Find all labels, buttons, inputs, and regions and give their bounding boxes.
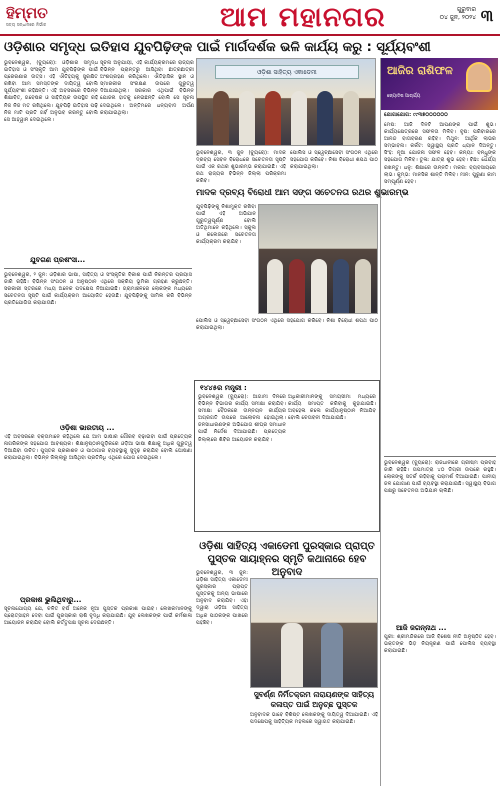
left-story-3: ସୂଚନାଯୋଗ୍ୟ ଯେ, ଚଳିତ ବର୍ଷ ଅନେକ ନୂଆ ପୁସ୍ତକ ପ୍ରକାଶ ପାଇବ। ଲେଖକମାନଙ୍କୁ ପ୍ରୋତ୍ସାହନ ଦେବା ପାଇଁ ପୁରସ୍କାର ରାଶି ବୃଦ୍ଧି କରାଯାଇଛି। ଯୁବ ଲେଖକଙ୍କ ପାଇଁ କର୍ମଶାଳା ଆୟୋଜନ କରାଯିବ ବୋଲି କର୍ତ୍ତୃପକ୍ଷ ସୂଚନା ଦେଇଛନ୍ତି। xyxy=(4,606,192,627)
horoscope-text: ମେଷ: ଆଜି ଦିନଟି ଆପଣଙ୍କ ପାଇଁ ଶୁଭ। କାର୍ଯ୍ୟକ୍ଷେତ୍ରରେ ସଫଳତା ମିଳିବ। ବୃଷ: ପରିବାରରେ ଆନନ୍ଦ ବାତାବରଣ ରହିବ। ମିଥୁନ: ଆର୍ଥିକ ଲାଭର ସମ୍ଭାବନା। କର୍କଟ: ସ୍ୱାସ୍ଥ୍ୟ ପ୍ରତି ଧ୍ୟାନ ଦିଅନ୍ତୁ। ସିଂହ: ନୂଆ ଯୋଜନା ସଫଳ ହେବ। କନ୍ୟା: ବନ୍ଧୁଙ୍କ ସହଯୋଗ ମିଳିବ। ତୁଳା: ଯାତ୍ରା ଶୁଭ ହେବ। ବିଛା: ଧୈର୍ଯ୍ୟ ରଖନ୍ତୁ। ଧନୁ: ଶିକ୍ଷାରେ ଉନ୍ନତି। ମକର: ବ୍ୟବସାୟରେ ଲାଭ। କୁମ୍ଭ: ମାନସିକ ଶାନ୍ତି ମିଳିବ। ମୀନ: ପୁରୁଣା କାମ ସମ୍ପୂର୍ଣ୍ଣ ହେବ। xyxy=(384,122,496,185)
person-figure xyxy=(343,91,359,145)
left-subhead-1: ଓଡ଼ିଶା ଭାରତୀୟ ... xyxy=(60,424,115,432)
lead-column-2: ସୂଚନା ଅନୁଯାୟୀ, ଏହି କାର୍ଯ୍ୟକ୍ରମରେ ରାଜ୍ୟର ବିଭିନ୍ନ ପ୍ରାନ୍ତରୁ ଆସିଥିବା ଛାତ୍ରଛାତ୍ରୀ ଅଂଶଗ୍ରହଣ କରିଥିଲେ। ଐତିହାସିକ ସ୍ଥାନ ଓ ସ୍ମାରକୀର ସଂରକ୍ଷଣ ଉପରେ ଗୁରୁତ୍ୱ ଦିଆଯାଇଥିଲା। ସରକାର ଏଥିପାଇଁ ବିଭିନ୍ନ ଯୋଜନା ହାତକୁ ନେଇଛନ୍ତି ବୋଲି ସେ ସୂଚନା ଦେଇଥିଲେ। ଅନ୍ତିମରେ ଧନ୍ୟବାଦ ଅର୍ପଣ କରାଯାଇଥିଲା। xyxy=(100,60,194,116)
middle-headline[interactable]: ମାଦକ ଦ୍ରବ୍ୟ ବିରୋଧୀ ଆମ ସଙ୍ଗ ସଚେତନତା ରଥର ଶୁଭାରମ୍ଭ xyxy=(196,188,409,198)
left-subhead-2: ପ୍ରକାଶ ଭୁଲିଥିବାରୁ... xyxy=(20,596,82,604)
dateline xyxy=(420,6,476,22)
divider xyxy=(4,268,192,269)
masthead xyxy=(0,0,500,36)
logo-text: ହିମ୍ମତ xyxy=(6,4,48,22)
bottom-story-col-1: ଭୁବନେଶ୍ୱର, ୩ ଜୁନ: ଓଡ଼ିଶା ସାହିତ୍ୟ ଏକାଡେମୀ ପୁରସ୍କାର ପ୍ରାପ୍ତ ପୁସ୍ତକକୁ ଅନ୍ୟ ଭାଷାରେ ଅନୁବାଦ କରାଯିବ। ଏହା ଦ୍ୱାରା ଓଡ଼ିଆ ସାହିତ୍ୟ ଅଧିକ ପାଠକଙ୍କ ପାଖରେ ପହଞ୍ଚିବ। xyxy=(196,570,248,626)
sidebar-subhead: ଆଜି ଜଗନ୍ନାଥ ... xyxy=(396,624,447,632)
person-figure xyxy=(291,91,307,145)
page-number: ୩ xyxy=(480,6,494,25)
lead-headline[interactable]: ଓଡ଼ିଶାର ସମୃଦ୍ଧ ଇତିହାସ ଯୁବପିଢ଼ିଙ୍କ ପାଇଁ ମାର୍ଗଦର୍ଶକ ଭଳି କାର୍ଯ୍ୟ କରୁ : ସୂର୍ଯ୍ୟବଂଶୀ xyxy=(4,40,431,55)
astrologer-photo-icon xyxy=(466,62,492,92)
item-body-col-1: ଭୁବନେଶ୍ୱର (ବ୍ୟୁରୋ): ଆଗାମୀ ଦିନରେ ବିଭିନ୍ନ ବିଭାଗର କାର୍ଯ୍ୟ ସମୀକ୍ଷା କରାଯିବ। ସମୀକ୍ଷା ବୈଠକରେ ଉନ୍ନୟନ କାର୍ଯ୍ୟର ଅଗ୍ରଗତି ଉପରେ ଆଲୋଚନା ହୋଇଥିଲା। ଜନସାଧାରଣଙ୍କ ଅଭିଯୋଗ ଶୀଘ୍ର ସମାଧାନ ପାଇଁ ନିର୍ଦ୍ଦେଶ ଦିଆଯାଇଛି। ପ୍ରତ୍ୟେକ ଜିଲ୍ଲାରେ ଶିବିର ଆୟୋଜନ କରାଯିବ। xyxy=(198,394,286,443)
middle-story-lower: ପୋଲିସ ଓ ସ୍ୱେଚ୍ଛାସେବୀ ସଂଗଠନ ଏଥିରେ ସହଯୋଗ କରିବେ। ନିଶା ବିରୋଧୀ ଶପଥ ପାଠ କରାଯାଇଥିଲା। xyxy=(196,318,378,332)
lead-caption-col-2: ପୋଲିସ ଓ ସ୍ୱେଚ୍ଛାସେବୀ ସଂଗଠନ ଏଥିରେ ସହଯୋଗ କରିବେ। ନିଶା ବିରୋଧୀ ଶପଥ ପାଠ କରାଯାଇଥିଲା। xyxy=(290,150,378,171)
logo-tagline: ସତ୍ୟ ସନ୍ଧାନରେ ନିର୍ଭୀକ xyxy=(6,22,47,27)
person-figure xyxy=(321,623,343,687)
photo-banner: ଓଡ଼ିଶା ସାହିତ୍ୟ ଏକାଡେମୀ xyxy=(215,65,359,79)
person-figure xyxy=(317,91,333,145)
middle-photo[interactable] xyxy=(258,204,378,314)
left-story-2: ଏହି ଅବସରରେ ବକ୍ତାମାନେ କହିଥିଲେ ଯେ ଆମ ଭାଷାର ଗୌରବ ବଢ଼ାଇବା ପାଇଁ ପ୍ରତ୍ୟେକ ନାଗରିକଙ୍କ ସହଯୋଗ ଆବଶ୍ୟକ। ଶିକ୍ଷାନୁଷ୍ଠାନଗୁଡ଼ିକରେ ଓଡ଼ିଆ ଭାଷା ଶିକ୍ଷାକୁ ଅଧିକ ଗୁରୁତ୍ୱ ଦିଆଯିବା ଉଚିତ। ପୁସ୍ତକ ପ୍ରକାଶନ ଓ ପାଠାଗାର ବ୍ୟବସ୍ଥାକୁ ସୁଦୃଢ଼ କରାଯିବ ବୋଲି ଘୋଷଣା କରାଯାଇଥିଲା। ବିଭିନ୍ନ ଜିଲ୍ଲାରୁ ଆସିଥିବା ପ୍ରତିନିଧି ଏଥିରେ ଯୋଗ ଦେଇଥିଲେ। xyxy=(4,434,192,462)
issue-date: ୦୪ ଜୁନ, ୨୦୨୪ xyxy=(439,14,476,21)
person-figure xyxy=(333,259,349,313)
person-figure xyxy=(267,259,283,313)
astrologer-contact: ଯୋଗାଯୋଗ: ୯୯୩୭୦୦୦୦୦୦ xyxy=(384,112,448,118)
middle-story-col: ଯୁବପିଢ଼ିଙ୍କୁ ନିଶାମୁକ୍ତ ରଖିବା ପାଇଁ ଏହି ଅଭିଯାନ ଗୁରୁତ୍ୱପୂର୍ଣ୍ଣ ବୋଲି ଅତିଥିମାନେ କହିଥିଲେ। ସ୍କୁଲ ଓ କଲେଜରେ ସଚେତନତା କାର୍ଯ୍ୟକ୍ରମ କରାଯିବ। xyxy=(196,204,256,246)
item-head: ୧୪୪୫ର ମନ୍ତ୍ରୀ : xyxy=(200,384,247,392)
sidebar-story-2: ପୁରୀ: ଶ୍ରୀମନ୍ଦିରରେ ଆଜି ବିଶେଷ ନୀତି ଅନୁଷ୍ଠିତ ହେବ। ଭକ୍ତଙ୍କ ଭିଡ଼ ନିୟନ୍ତ୍ରଣ ପାଇଁ ପୋଲିସ ବ୍ୟବସ୍ଥା କରାଯାଇଛି। xyxy=(384,634,496,655)
item-body-col-2: ଅଧିକାରୀମାନଙ୍କୁ ସମୟସୀମା ମଧ୍ୟରେ କାର୍ଯ୍ୟ ସମାପ୍ତ କରିବାକୁ କୁହାଯାଇଛି। ଅବହେଳା କଲେ କାର୍ଯ୍ୟାନୁଷ୍ଠାନ ନିଆଯିବ ବୋଲି ଚେତାବନୀ ଦିଆଯାଇଛି। xyxy=(288,394,376,422)
sidebar-story: ଭୁବନେଶ୍ୱର (ବ୍ୟୁରୋ): ରାଜଧାନୀରେ ଗ୍ରୀଷ୍ମ ପ୍ରବାହ ଜାରି ରହିଛି। ତାପମାତ୍ରା ୪୦ ଡିଗ୍ରୀ ଉପରେ ରହୁଛି। ଲୋକଙ୍କୁ ସତର୍କ ରହିବାକୁ ପରାମର୍ଶ ଦିଆଯାଇଛି। ପାନୀୟ ଜଳ ଯୋଗାଣ ପାଇଁ ବ୍ୟବସ୍ଥା କରାଯାଇଛି। ସ୍ୱାସ୍ଥ୍ୟ ବିଭାଗ ପକ୍ଷରୁ ସଚେତନତା ଅଭିଯାନ ଚାଲିଛି। xyxy=(384,460,496,495)
divider xyxy=(384,456,496,457)
bottom-story-col-2: ଅନୁବାଦକ ଭାବେ ବିଶିଷ୍ଟ ଲେଖକଙ୍କୁ ଦାୟିତ୍ୱ ଦିଆଯାଇଛି। ଏହି ପଦକ୍ଷେପକୁ ସାହିତ୍ୟିକ ମହଲରେ ସ୍ୱାଗତ କରାଯାଇଛି। xyxy=(250,712,378,726)
left-story-1: ଭୁବନେଶ୍ୱର, ୨ ଜୁନ: ଓଡ଼ିଶାର ଭାଷା, ସାହିତ୍ୟ ଓ ସଂସ୍କୃତିର ବିକାଶ ପାଇଁ ନିରନ୍ତର ପ୍ରୟାସ ଜାରି ରହିଛି। ବିଭିନ୍ନ ସଂଗଠନ ଓ ଅନୁଷ୍ଠାନ ଏଥିରେ ସକ୍ରିୟ ଭୂମିକା ଗ୍ରହଣ କରୁଛନ୍ତି। ସରକାରୀ ସ୍ତରରେ ମଧ୍ୟ ଅନେକ ପଦକ୍ଷେପ ନିଆଯାଇଛି। ଗ୍ରାମାଞ୍ଚଳରେ ଲୋକଙ୍କ ମଧ୍ୟରେ ସଚେତନତା ସୃଷ୍ଟି ପାଇଁ କାର୍ଯ୍ୟକ୍ରମ ଆୟୋଜିତ ହେଉଛି। ଯୁବପିଢ଼ିଙ୍କୁ ସାମିଲ କରି ବିଭିନ୍ନ ପ୍ରତିଯୋଗିତା କରାଯାଉଛି। xyxy=(4,272,192,307)
person-figure xyxy=(281,623,303,687)
issue-day: ଗୁରୁବାର xyxy=(456,6,476,13)
person-figure xyxy=(289,259,305,313)
horoscope-title: ଆଜିର ରାଶିଫଳ xyxy=(387,64,453,77)
lead-caption-col-1: ଭୁବନେଶ୍ୱର, ୩ ଜୁନ (ବ୍ୟୁରୋ): ମାଦକ ଦ୍ରବ୍ୟ ସେବନ ବିରୋଧରେ ସଚେତନତା ସୃଷ୍ଟି ପାଇଁ ଏକ ରଥର ଶୁଭାରମ୍ଭ କରାଯାଇଛି। ଏହି ରଥ ରାଜ୍ୟର ବିଭିନ୍ନ ଜିଲ୍ଲା ପରିକ୍ରମା କରିବ। xyxy=(196,150,286,185)
person-figure xyxy=(355,259,371,313)
person-figure xyxy=(311,259,327,313)
lead-column-1: ଭୁବନେଶ୍ୱର, (ବ୍ୟୁରୋ): ଓଡ଼ିଶାର ସମୃଦ୍ଧ ଇତିହାସ ଓ ସଂସ୍କୃତି ଆମ ଯୁବପିଢ଼ିଙ୍କ ପାଇଁ ପ୍ରେରଣାର ଉତ୍ସ। ଏହି ଐତିହ୍ୟକୁ ସୁରକ୍ଷିତ ରଖିବା ଆମ ସମସ୍ତଙ୍କ ଦାୟିତ୍ୱ ବୋଲି ସୂର୍ଯ୍ୟବଂଶୀ କହିଛନ୍ତି। ଏହି ଅବସରରେ ବିଭିନ୍ନ ଶିକ୍ଷାବିତ୍, ଗବେଷକ ଓ ସାହିତ୍ୟିକ ଉପସ୍ଥିତ ରହି ନିଜ ନିଜ ମତ ରଖିଥିଲେ। ଯୁବପିଢ଼ି ଇତିହାସ ପଢ଼ି ନିଜ ମାଟି ପ୍ରତି ଗର୍ବ ଅନୁଭବ କରନ୍ତୁ ବୋଲି ସେ ଆହ୍ୱାନ ଦେଇଥିଲେ। xyxy=(4,60,98,123)
bottom-headline[interactable]: ଓଡ଼ିଶା ସାହିତ୍ୟ ଏକାଡେମୀ ପୁରସ୍କାର ପ୍ରାପ୍ତ ପୁସ୍ତକ ସାୟାହ୍ନର ସ୍ମୃତି କଥାନାରେ ହେବ ଅନୁବାଦ xyxy=(199,541,375,578)
section-title: ଆମ ମହାନଗର xyxy=(220,2,386,33)
person-figure xyxy=(213,91,229,145)
person-figure xyxy=(239,91,255,145)
horoscope-banner[interactable] xyxy=(381,58,498,110)
newspaper-logo[interactable] xyxy=(6,4,50,32)
astrologer-name: ଜ୍ୟୋତିଷ ଆଚାର୍ଯ୍ୟ xyxy=(387,94,421,99)
bottom-photo[interactable] xyxy=(250,578,378,688)
lead-photo[interactable] xyxy=(196,58,376,146)
lead-subhead: ଯୁବଗଣ ପ୍ରଶଂସା... xyxy=(30,256,86,264)
bottom-photo-caption: ସୁବର୍ଣ୍ଣ ନିର୍ମିତକ୍ରମ ନାରାୟଣଙ୍କ ସାହିତ୍ୟ କଳାପ୍ତ ପାଇଁ ଅନୁଚ୍ଛ ପୁସ୍ତକ xyxy=(253,690,375,709)
person-figure xyxy=(265,91,281,145)
